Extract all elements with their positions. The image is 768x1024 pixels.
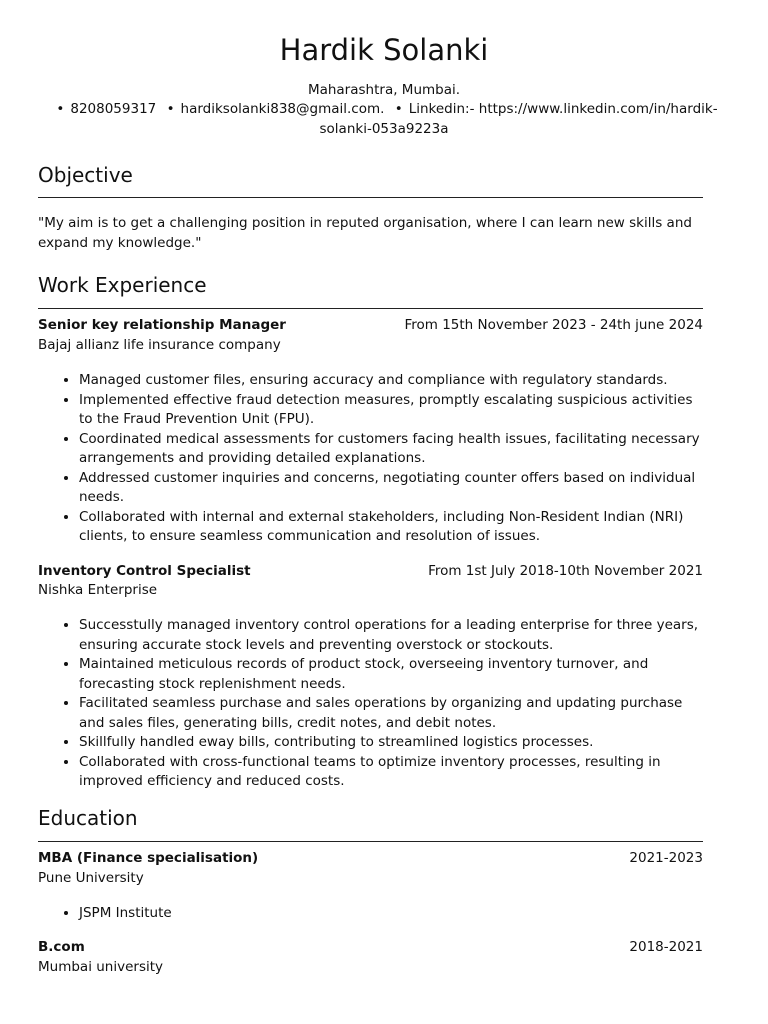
section-divider xyxy=(38,841,703,842)
job-responsibilities xyxy=(38,371,703,547)
job-title: Inventory Control Specialist xyxy=(38,563,251,579)
list-item: • Facilitated seamless purchase and sales operations by organizing and updating purchase and sales files, generating bills, credit notes, and debit notes. xyxy=(79,694,703,733)
job-dates: From 15th November 2023 - 24th june 2024 xyxy=(404,317,703,333)
list-item: • Successtully managed inventory control operations for a leading enterprise for three years, ensuring accurate stock levels and preventing overstock or stockouts. xyxy=(79,616,703,655)
list-item: • Collaborated with cross-functional teams to optimize inventory processes, resulting in improved efficiency and reduced costs. xyxy=(79,753,703,792)
education-details xyxy=(38,904,703,924)
job-header xyxy=(38,316,703,336)
job-header xyxy=(38,562,703,582)
degree-title: B.com xyxy=(38,939,85,955)
bullet-separator: • xyxy=(166,101,175,117)
job-title: Senior key relationship Manager xyxy=(38,317,286,333)
section-divider xyxy=(38,308,703,309)
job-responsibilities xyxy=(38,616,703,792)
list-item: • Skillfully handled eway bills, contributing to streamlined logistics processes. xyxy=(79,733,703,753)
job-dates: From 1st July 2018-10th November 2021 xyxy=(428,563,703,579)
bullet-separator: • xyxy=(394,101,403,117)
section-heading-education: Education xyxy=(38,806,138,830)
section-divider xyxy=(38,197,703,198)
section-heading-work-experience: Work Experience xyxy=(38,273,207,297)
job-company: Bajaj allianz life insurance company xyxy=(38,337,281,353)
education-header xyxy=(38,938,703,958)
objective-text: "My aim is to get a challenging position in reputed organisation, where I can learn new skills and expand my knowledge." xyxy=(38,215,692,251)
list-item: • Maintained meticulous records of product stock, overseeing inventory turnover, and forecasting stock replenishment needs. xyxy=(79,655,703,694)
institution-name: Mumbai university xyxy=(38,959,164,975)
education-header xyxy=(38,849,703,869)
email-link[interactable]: hardiksolanki838@gmail.com. xyxy=(180,101,385,117)
degree-title: MBA (Finance specialisation) xyxy=(38,850,259,866)
job-company: Nishka Enterprise xyxy=(38,582,158,598)
list-item: • Addressed customer inquiries and concerns, negotiating counter offers based on individual needs. xyxy=(79,469,703,508)
list-item: • Collaborated with internal and external stakeholders, including Non-Resident Indian (NRI) clients, to ensure seamless communication and resolution of issues. xyxy=(79,508,703,547)
degree-years: 2018-2021 xyxy=(629,939,703,955)
candidate-name: Hardik Solanki xyxy=(279,33,489,67)
list-item: • Implemented effective fraud detection measures, promptly escalating suspicious activities to the Fraud Prevention Unit (FPU). xyxy=(79,391,703,430)
bullet-separator: • xyxy=(56,101,65,117)
degree-years: 2021-2023 xyxy=(629,850,703,866)
institution-name: Pune University xyxy=(38,870,144,886)
phone-number: 8208059317 xyxy=(70,101,157,117)
linkedin-link[interactable]: Linkedin:- https://www.linkedin.com/in/hardik-solanki-053a9223a xyxy=(319,101,718,137)
contact-line xyxy=(40,100,728,139)
list-item: • Managed customer files, ensuring accuracy and compliance with regulatory standards. xyxy=(79,371,703,391)
list-item: • Coordinated medical assessments for customers facing health issues, facilitating necessary arrangements and providing detailed explanations. xyxy=(79,430,703,469)
address: Maharashtra, Mumbai. xyxy=(307,82,461,98)
section-heading-objective: Objective xyxy=(38,163,133,187)
list-item: • JSPM Institute xyxy=(79,904,703,924)
